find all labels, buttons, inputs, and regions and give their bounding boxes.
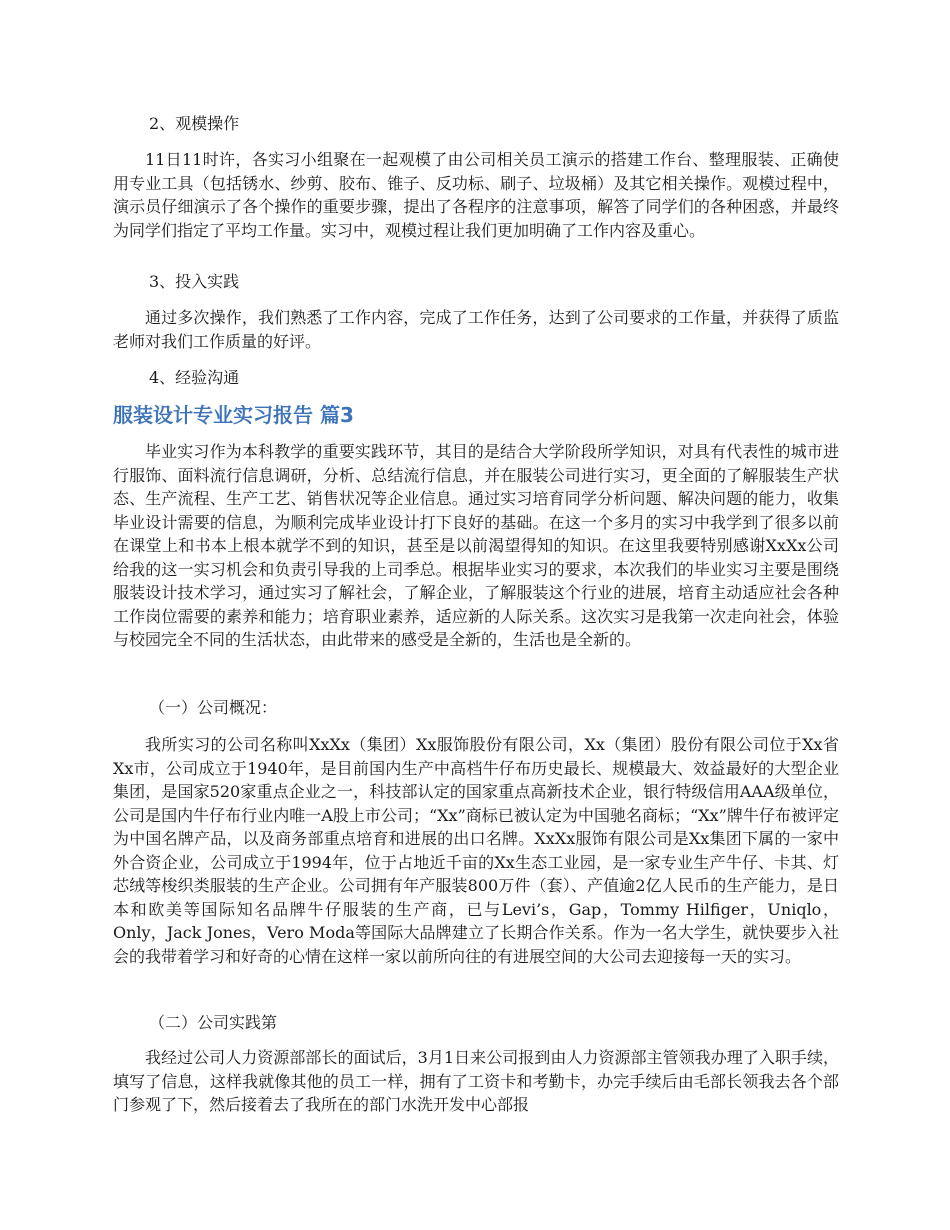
heading-observe-operation: 2、观模操作	[149, 114, 240, 133]
subheading-company-overview: （一）公司概况：	[149, 698, 278, 717]
paragraph-intro: 毕业实习作为本科教学的重要实践环节，其目的是结合大学阶段所学知识，对具有代表性的城市进行服饰、面料流行信息调研，分析、总结流行信息，并在服装公司进行实习，更全面的了解服装生产状态、生产流程、生产工艺、销售状况等企业信息。通过实习培育同学分析问题、解决问题的能力，收集毕业设计需要的信息，为顺利完成毕业设计打下良好的基础。在这一个多月的实习中我学到了很多以前在课堂上和书本上根本就学不到的知识，甚至是以前渴望得知的知识。在这里我要特别感谢XxXx公司给我的这一实习机会和负责引导我的上司季总。根据毕业实习的要求，本次我们的毕业实习主要是围绕服装设计技术学习，通过实习了解社会，了解企业，了解服装这个行业的进展，培育主动适应社会各种工作岗位需要的素养和能力；培育职业素养，适应新的人际关系。这次实习是我第一次走向社会，体验与校园完全不同的生活状态，由此带来的感受是全新的，生活也是全新的。	[113, 442, 839, 649]
heading-experience: 4、经验沟通	[149, 368, 240, 387]
paragraph-company-overview: 我所实习的公司名称叫XxXx（集团）Xx服饰股份有限公司，Xx（集团）股份有限公司位于Xx省Xx市，公司成立于1940年，是目前国内生产中高档牛仔布历史最长、规模最大、效益最好的大型企业集团，是国家520家重点企业之一，科技部认定的国家重点高新技术企业，银行特级信用AAA级单位，公司是国内牛仔布行业内唯一A股上市公司；“Xx”商标已被认定为中国驰名商标；“Xx”牌牛仔布被评定为中国名牌产品，以及商务部重点培育和进展的出口名牌。XxXx服饰有限公司是Xx集团下属的一家中外合资企业，公司成立于1994年，位于占地近千亩的Xx生态工业园，是一家专业生产牛仔、卡其、灯芯绒等梭织类服装的生产企业。公司拥有年产服装800万件（套）、产值逾2亿人民币的生产能力，是日本和欧美等国际知名品牌牛仔服装的生产商，已与Levi’s，Gap，Tommy Hilfiger，Uniqlo，Only，Jack Jones，Vero Moda等国际大品牌建立了长期合作关系。作为一名大学生，就快要步入社会的我带着学习和好奇的心情在这样一家以前所向往的有进展空间的大公司去迎接每一天的实习。	[113, 735, 839, 966]
paragraph-company-practice: 我经过公司人力资源部部长的面试后，3月1日来公司报到由人力资源部主管领我办理了入职手续，填写了信息，这样我就像其他的员工一样，拥有了工资卡和考勤卡，办完手续后由毛部长领我去各个部门参观了下，然后接着去了我所在的部门水洗开发中心部报	[113, 1048, 839, 1114]
section-title: 服装设计专业实习报告 篇3	[113, 403, 354, 427]
heading-practice: 3、投入实践	[149, 272, 240, 291]
paragraph-practice: 通过多次操作，我们熟悉了工作内容，完成了工作任务，达到了公司要求的工作量，并获得了质监老师对我们工作质量的好评。	[113, 308, 839, 351]
subheading-company-practice: （二）公司实践第	[149, 1013, 278, 1032]
paragraph-observe-operation: 11日11时许，各实习小组聚在一起观模了由公司相关员工演示的搭建工作台、整理服装、正确使用专业工具（包括锈水、纱剪、胶布、锥子、反功标、刷子、垃圾桶）及其它相关操作。观模过程中，演示员仔细演示了各个操作的重要步骤，提出了各程序的注意事项，解答了同学们的各种困惑，并最终为同学们指定了平均工作量。实习中，观模过程让我们更加明确了工作内容及重心。	[113, 150, 839, 240]
